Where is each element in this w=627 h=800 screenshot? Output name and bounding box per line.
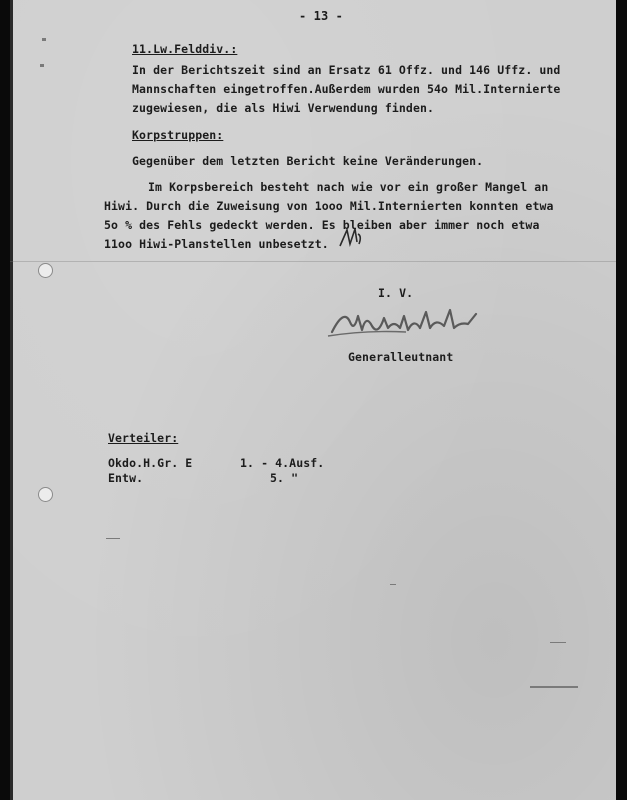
section3-line-3: 5o % des Fehls gedeckt werden. Es bleiben aber immer noch etwa: [104, 218, 540, 232]
distribution-recipient-2: Entw.: [108, 471, 144, 485]
scan-speck: [106, 538, 120, 539]
distribution-copies-2: 5. ": [270, 471, 299, 485]
scan-speck: [550, 642, 566, 643]
distribution-recipient-1: Okdo.H.Gr. E: [108, 456, 193, 470]
scan-speck: [42, 38, 46, 41]
section3-line-2: Hiwi. Durch die Zuweisung von 1ooo Mil.Internierten konnten etwa: [104, 199, 554, 213]
section2-line-1: Gegenüber dem letzten Bericht keine Veränderungen.: [132, 154, 484, 168]
section1-line-3: zugewiesen, die als Hiwi Verwendung finden.: [132, 101, 435, 115]
scan-speck: [40, 64, 44, 67]
distribution-copies-1: 1. - 4.Ausf.: [240, 456, 325, 470]
scan-speck: [390, 584, 396, 585]
punch-hole: [38, 263, 53, 278]
scan-edge: [10, 0, 13, 800]
punch-hole: [38, 487, 53, 502]
scan-speck: [530, 686, 578, 688]
initials-mark: [337, 226, 365, 250]
page-number: - 13 -: [299, 9, 343, 23]
section3-line-1: Im Korpsbereich besteht nach wie vor ein großer Mangel an: [148, 180, 549, 194]
section1-line-1: In der Berichtszeit sind an Ersatz 61 Offz. und 146 Uffz. und: [132, 63, 561, 77]
paper-fold-line: [10, 261, 616, 262]
distribution-heading: Verteiler:: [108, 431, 179, 445]
section1-line-2: Mannschaften eingetroffen.Außerdem wurden 54o Mil.Internierte: [132, 82, 561, 96]
section3-line-4: 11oo Hiwi-Planstellen unbesetzt.: [104, 237, 329, 251]
handwritten-signature: [326, 302, 496, 346]
signature-prefix: I. V.: [378, 286, 414, 300]
section-heading-korpstruppen: Korpstruppen:: [132, 128, 224, 142]
document-page: [10, 0, 616, 800]
section-heading-lw-felddiv: 11.Lw.Felddiv.:: [132, 42, 238, 56]
signature-rank: Generalleutnant: [348, 350, 454, 364]
